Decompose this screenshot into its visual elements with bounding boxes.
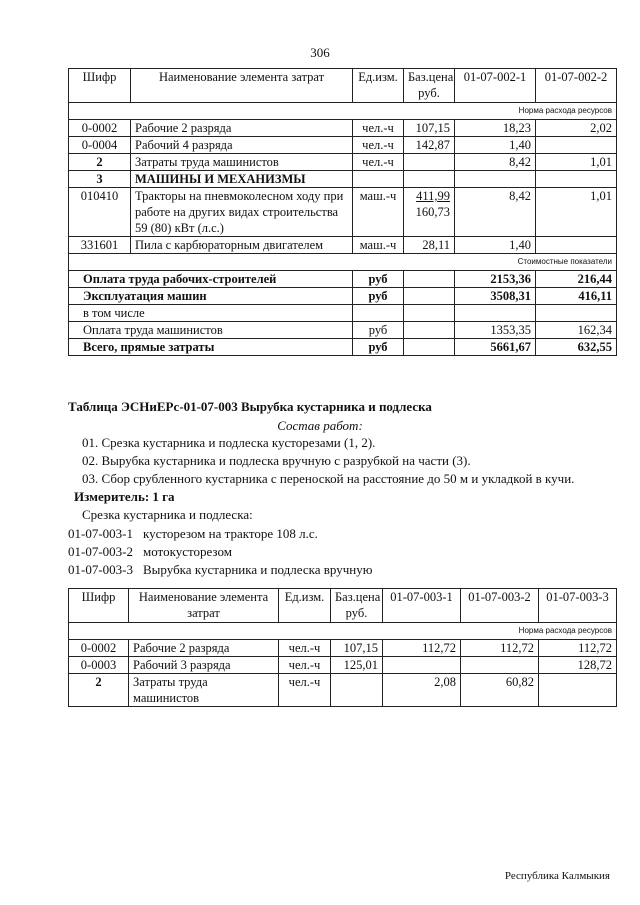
cost-value-2: 416,11 [536,288,617,305]
row-value-2: 1,01 [536,188,617,237]
row-value-1: 1,40 [455,237,536,254]
cost-row [69,339,617,356]
work-item: 02. Вырубка кустарника и подлеска вручную с разрубкой на части (3). [82,453,471,468]
section-code: 3 [69,171,131,188]
row-unit: чел.-ч [353,137,404,154]
row-name: Пила с карбюраторным двигателем [131,237,353,254]
variant-code: 01-07-003-1 [68,526,133,541]
cost-unit: руб [353,339,404,356]
row-code: 2 [69,674,129,707]
cost-row [69,322,617,339]
cost-name: Оплата труда машинистов [69,322,353,339]
page-number: 306 [310,45,330,60]
row-price: 125,01 [331,657,383,674]
row-price: 28,11 [404,237,455,254]
row-value-3 [539,674,617,707]
cost-name: Всего, прямые затраты [69,339,353,356]
row-code: 0-0004 [69,137,131,154]
header-col-2: 01-07-002-2 [536,69,617,103]
row-value-1: 8,42 [455,154,536,171]
cost-value-2: 632,55 [536,339,617,356]
row-value-3: 112,72 [539,640,617,657]
header-price: Баз.цена руб. [331,589,383,623]
header-col-2: 01-07-003-2 [461,589,539,623]
table-row [69,674,617,707]
row-value-2: 60,82 [461,674,539,707]
variant-text: кусторезом на тракторе 108 л.с. [143,526,318,541]
row-name: Рабочие 2 разряда [131,120,353,137]
row-name-line: машинистов [133,691,200,705]
row-value-2: 112,72 [461,640,539,657]
row-unit: чел.-ч [279,674,331,707]
row-unit: маш.-ч [353,188,404,237]
cost-value-2: 162,34 [536,322,617,339]
row-value-1 [383,657,461,674]
meter-label: Измеритель: 1 га [74,489,175,504]
header-name: Наименование элемента затрат [131,69,353,103]
header-col-1: 01-07-003-1 [383,589,461,623]
row-name: Рабочий 4 разряда [131,137,353,154]
row-value-2: 1,01 [536,154,617,171]
row-unit: чел.-ч [279,640,331,657]
cost-name: в том числе [69,305,353,322]
cost-row [69,288,617,305]
table-row [69,237,617,254]
row-value-2 [536,137,617,154]
table-row [69,657,617,674]
header-unit: Ед.изм. [279,589,331,623]
cost-unit: руб [353,288,404,305]
row-name: Рабочий 3 разряда [129,657,279,674]
row-code: 2 [69,154,131,171]
row-code: 0-0002 [69,640,129,657]
cost-unit [353,305,404,322]
work-item: 03. Сбор срубленного кустарника с переноской на расстояние до 50 м и укладкой в кучи. [82,471,575,486]
table-row [69,640,617,657]
table-row [69,137,617,154]
row-value-2 [461,657,539,674]
row-unit: маш.-ч [353,237,404,254]
row-name-line: Затраты труда [133,675,208,689]
variant-code: 01-07-003-3 [68,562,133,577]
variant-text: Вырубка кустарника и подлеска вручную [143,562,373,577]
row-code: 331601 [69,237,131,254]
row-unit: чел.-ч [353,120,404,137]
row-value-2 [536,237,617,254]
row-value-2: 2,02 [536,120,617,137]
cost-value-2: 216,44 [536,271,617,288]
variant-code: 01-07-003-2 [68,544,133,559]
work-item: 01. Срезка кустарника и подлеска кусторезами (1, 2). [82,435,376,450]
row-name-line: работе на других видах строительства [135,205,339,219]
cost-value-1: 2153,36 [455,271,536,288]
cost-row [69,271,617,288]
row-value-1: 8,42 [455,188,536,237]
row-name [129,674,279,707]
table-row [69,120,617,137]
norm-label: Норма расхода ресурсов [69,103,617,120]
header-col-3: 01-07-003-3 [539,589,617,623]
section-name: МАШИНЫ И МЕХАНИЗМЫ [131,171,353,188]
row-unit: чел.-ч [279,657,331,674]
table-row [69,154,617,171]
row-name [131,188,353,237]
header-col-1: 01-07-002-1 [455,69,536,103]
row-price: 107,15 [331,640,383,657]
variants-subhead: Срезка кустарника и подлеска: [82,507,253,522]
resource-table-1 [68,68,617,356]
works-heading: Состав работ: [277,418,363,433]
header-price: Баз.цена руб. [404,69,455,103]
header-code: Шифр [69,69,131,103]
cost-value-1: 5661,67 [455,339,536,356]
row-code: 0-0003 [69,657,129,674]
header-name: Наименование элемента затрат [129,589,279,623]
footer-region: Республика Калмыкия [504,870,610,882]
table-row [69,188,617,237]
cost-unit: руб [353,271,404,288]
row-name: Затраты труда машинистов [131,154,353,171]
section-row [69,171,617,188]
row-code: 010410 [69,188,131,237]
row-name-line: 59 (80) кВт (л.с.) [135,221,224,235]
row-value-1: 18,23 [455,120,536,137]
variant-text: мотокусторезом [143,544,232,559]
resource-table-2 [68,588,617,707]
row-price-secondary: 160,73 [415,205,450,219]
row-value-1: 112,72 [383,640,461,657]
cost-row [69,305,617,322]
row-price [404,154,455,171]
row-price: 142,87 [404,137,455,154]
row-price-primary: 411,99 [416,189,450,203]
cost-name: Оплата труда рабочих-строителей [69,271,353,288]
row-name-line: Тракторы на пневмоколесном ходу при [135,189,344,203]
row-value-1: 1,40 [455,137,536,154]
row-unit: чел.-ч [353,154,404,171]
header-code: Шифр [69,589,129,623]
row-price: 107,15 [404,120,455,137]
cost-name: Эксплуатация машин [69,288,353,305]
cost-unit: руб [353,322,404,339]
row-code: 0-0002 [69,120,131,137]
cost-value-1 [455,305,536,322]
cost-value-1: 1353,35 [455,322,536,339]
norm-label: Норма расхода ресурсов [69,623,617,640]
header-unit: Ед.изм. [353,69,404,103]
cost-value-2 [536,305,617,322]
row-name: Рабочие 2 разряда [129,640,279,657]
table-2-title: Таблица ЭСНиЕРс-01-07-003 Вырубка кустарника и подлеска [68,399,432,414]
cost-value-1: 3508,31 [455,288,536,305]
row-price [404,188,455,237]
row-value-3: 128,72 [539,657,617,674]
cost-label: Стоимостные показатели [69,254,617,271]
row-value-1: 2,08 [383,674,461,707]
